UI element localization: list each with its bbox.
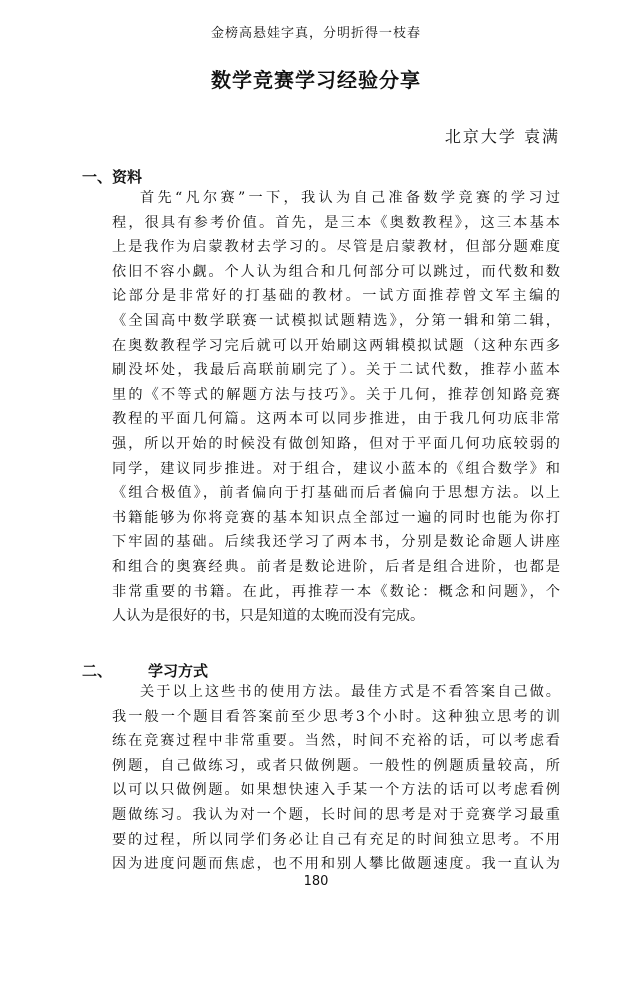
text-line: 和组合的奥赛经典。前者是数论进阶，后者是组合进阶，也都是 — [112, 558, 560, 575]
text-line: 要的过程，所以同学们务必让自己有充足的时间独立思考。不用 — [112, 831, 560, 848]
text-line: 上是我作为启蒙教材去学习的。尽管是启蒙教材，但部分题难度 — [112, 239, 560, 256]
text-line: 题做练习。我认为对一个题，长时间的思考是对于竞赛学习最重 — [112, 806, 560, 823]
text-line: 非常重要的书籍。在此，再推荐一本《数论：概念和问题》，个 — [112, 583, 560, 600]
section-title: 学习方式 — [148, 662, 209, 680]
section-number: 一、 — [82, 168, 113, 186]
text-line: 以可以只做例题。如果想快速入手某一个方法的话可以考虑看例 — [112, 782, 560, 799]
text-line: 《全国高中数学联赛一试模拟试题精选》，分第一辑和第二辑， — [112, 312, 560, 329]
text-line: 我一般一个题目看答案前至少思考3个小时。这种独立思考的训 — [112, 708, 560, 725]
text-line: 程，很具有参考价值。首先，是三本《奥数教程》，这三本基本 — [112, 214, 560, 231]
text-line: 在奥数教程学习完后就可以开始刷这两辑模拟试题（这种东西多 — [112, 337, 560, 354]
text-line: 关于以上这些书的使用方法。最佳方式是不看答案自己做。 — [140, 684, 560, 700]
text-line: 《组合极值》，前者偏向于打基础而后者偏向于思想方法。以上 — [112, 485, 560, 502]
text-line: 教程的平面几何篇。这两本可以同步推进，由于我几何功底非常 — [112, 411, 560, 428]
text-line: 书籍能够为你将竞赛的基本知识点全部过一遍的同时也能为你打 — [112, 509, 560, 526]
page-title: 数学竞赛学习经验分享 — [211, 68, 421, 92]
text-line: 练在竞赛过程中非常重要。当然，时间不充裕的话，可以考虑看 — [112, 733, 560, 750]
section-heading-study-method — [82, 660, 208, 681]
text-line: 依旧不容小觑。个人认为组合和几何部分可以跳过，而代数和数 — [112, 263, 560, 280]
author-line: 北京大学 袁满 — [444, 127, 560, 146]
section-title: 资料 — [112, 168, 143, 186]
text-line: 刷没坏处，我最后高联前刷完了）。关于二试代数，推荐小蓝本 — [112, 362, 560, 379]
text-line: 下牢固的基础。后续我还学习了两本书，分别是数论命题人讲座 — [112, 534, 560, 551]
text-line: 人认为是很好的书，只是知道的太晚而没有完成。 — [112, 608, 425, 625]
section-number: 二、 — [82, 662, 113, 680]
text-line: 强，所以开始的时候没有做创知路，但对于平面几何功底较弱的 — [112, 435, 560, 452]
section-heading-materials — [82, 166, 142, 187]
text-line: 同学，建议同步推进。对于组合，建议小蓝本的《组合数学》和 — [112, 460, 560, 477]
page-number: 180 — [303, 874, 329, 889]
section-body-materials — [112, 186, 560, 629]
text-line: 论部分是非常好的打基础的教材。一试方面推荐曾文军主编的 — [112, 288, 560, 305]
text-line: 首先“凡尔赛”一下，我认为自己准备数学竞赛的学习过 — [140, 190, 560, 206]
running-header: 金榜高悬娃字真，分明折得一枝春 — [210, 26, 421, 41]
text-line: 例题，自己做练习，或者只做例题。一般性的例题质量较高，所 — [112, 757, 560, 774]
text-line: 因为进度问题而焦虑，也不用和别人攀比做题速度。我一直认为 — [112, 856, 560, 873]
text-line: 里的《不等式的解题方法与技巧》。关于几何，推荐创知路竞赛 — [112, 386, 560, 403]
section-body-study-method — [112, 680, 560, 877]
